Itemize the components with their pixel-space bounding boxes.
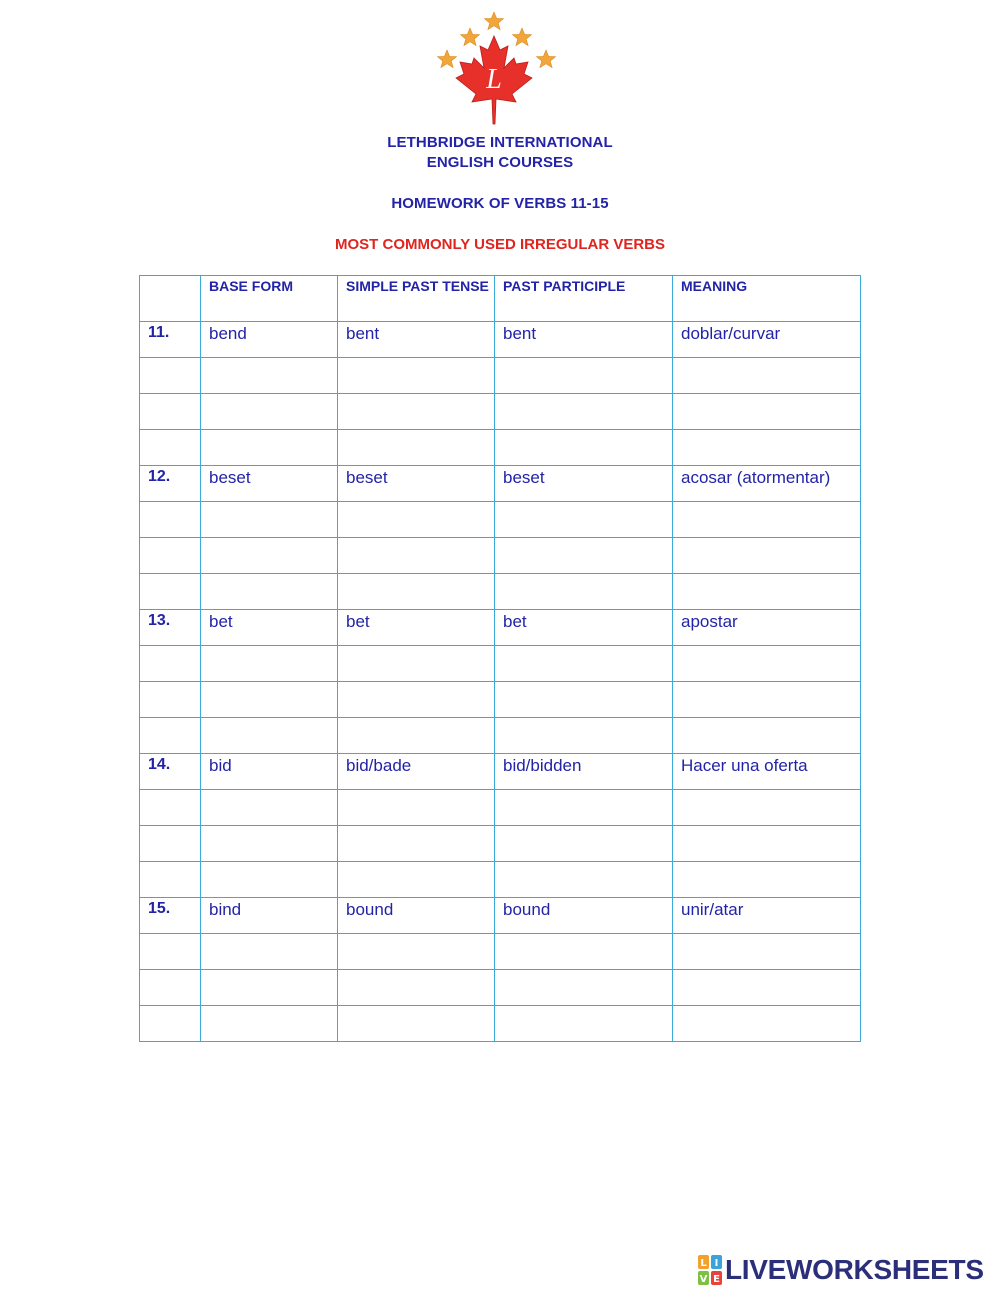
answer-cell[interactable]	[338, 358, 495, 394]
answer-row[interactable]	[140, 862, 861, 898]
answer-cell[interactable]	[201, 682, 338, 718]
verb-past: bent	[338, 322, 495, 358]
answer-row[interactable]	[140, 718, 861, 754]
answer-cell[interactable]	[495, 394, 673, 430]
answer-cell[interactable]	[201, 934, 338, 970]
answer-cell[interactable]	[338, 934, 495, 970]
header-simple-past: SIMPLE PAST TENSE	[338, 276, 495, 322]
maple-leaf-logo	[430, 8, 565, 130]
answer-cell[interactable]	[495, 934, 673, 970]
answer-cell[interactable]	[495, 430, 673, 466]
answer-cell[interactable]	[338, 682, 495, 718]
answer-cell[interactable]	[338, 826, 495, 862]
answer-cell[interactable]	[338, 430, 495, 466]
answer-cell[interactable]	[495, 358, 673, 394]
brand-name: LIVEWORKSHEETS	[725, 1254, 984, 1285]
school-name-line1: LETHBRIDGE INTERNATIONAL	[387, 134, 613, 151]
answer-cell[interactable]	[673, 358, 861, 394]
verb-row	[140, 466, 861, 502]
answer-cell[interactable]	[201, 718, 338, 754]
answer-cell[interactable]	[495, 826, 673, 862]
answer-cell[interactable]	[338, 970, 495, 1006]
answer-cell[interactable]	[673, 538, 861, 574]
answer-cell[interactable]	[495, 682, 673, 718]
verb-row	[140, 898, 861, 934]
star-icon	[537, 50, 556, 68]
answer-cell[interactable]	[338, 790, 495, 826]
star-icon	[485, 12, 504, 30]
verb-base: bet	[201, 610, 338, 646]
answer-row[interactable]	[140, 790, 861, 826]
answer-cell[interactable]	[673, 394, 861, 430]
answer-row[interactable]	[140, 430, 861, 466]
answer-row[interactable]	[140, 1006, 861, 1042]
star-icon	[438, 50, 457, 68]
answer-cell[interactable]	[338, 394, 495, 430]
answer-cell[interactable]	[495, 538, 673, 574]
verb-number: 13.	[140, 610, 201, 646]
header-base-form: BASE FORM	[201, 276, 338, 322]
verb-base: bid	[201, 754, 338, 790]
verb-past: bid/bade	[338, 754, 495, 790]
badge-letter: I	[714, 1258, 719, 1269]
badge-letter: L	[700, 1258, 707, 1269]
answer-cell[interactable]	[495, 718, 673, 754]
answer-cell[interactable]	[338, 718, 495, 754]
answer-row[interactable]	[140, 934, 861, 970]
answer-cell[interactable]	[673, 790, 861, 826]
verb-number: 15.	[140, 898, 201, 934]
answer-cell[interactable]	[201, 394, 338, 430]
verb-participle: bet	[495, 610, 673, 646]
answer-cell[interactable]	[338, 646, 495, 682]
answer-cell[interactable]	[673, 430, 861, 466]
verb-past: bet	[338, 610, 495, 646]
school-name-line2: ENGLISH COURSES	[426, 154, 574, 171]
verb-number: 14.	[140, 754, 201, 790]
verb-participle: bound	[495, 898, 673, 934]
verb-row	[140, 322, 861, 358]
answer-row[interactable]	[140, 502, 861, 538]
verb-row	[140, 610, 861, 646]
answer-cell[interactable]	[673, 934, 861, 970]
answer-cell[interactable]	[673, 718, 861, 754]
answer-cell[interactable]	[338, 538, 495, 574]
homework-title: HOMEWORK OF VERBS 11-15	[391, 195, 609, 212]
answer-cell[interactable]	[201, 538, 338, 574]
answer-row[interactable]	[140, 394, 861, 430]
answer-row[interactable]	[140, 682, 861, 718]
star-icon	[513, 28, 532, 46]
liveworksheets-badge-icon	[698, 1255, 722, 1285]
answer-cell[interactable]	[495, 646, 673, 682]
star-icon	[461, 28, 480, 46]
answer-cell[interactable]	[673, 970, 861, 1006]
verb-past: beset	[338, 466, 495, 502]
header-number	[140, 276, 201, 322]
answer-cell[interactable]	[495, 574, 673, 610]
answer-cell[interactable]	[201, 790, 338, 826]
answer-cell[interactable]	[201, 826, 338, 862]
verb-participle: bid/bidden	[495, 754, 673, 790]
answer-cell[interactable]	[338, 862, 495, 898]
verb-meaning: acosar (atormentar)	[673, 466, 861, 502]
answer-cell[interactable]	[673, 682, 861, 718]
answer-cell[interactable]	[201, 502, 338, 538]
answer-cell[interactable]	[201, 862, 338, 898]
verb-number: 12.	[140, 466, 201, 502]
verb-base: bend	[201, 322, 338, 358]
verb-participle: beset	[495, 466, 673, 502]
verb-participle: bent	[495, 322, 673, 358]
answer-cell[interactable]	[495, 1006, 673, 1042]
answer-cell[interactable]	[338, 1006, 495, 1042]
verbs-table	[139, 275, 861, 1042]
verb-base: beset	[201, 466, 338, 502]
answer-cell[interactable]	[338, 574, 495, 610]
verb-base: bind	[201, 898, 338, 934]
verb-meaning: unir/atar	[673, 898, 861, 934]
logo-letter: L	[486, 64, 502, 95]
header-meaning: MEANING	[673, 276, 861, 322]
answer-cell[interactable]	[673, 574, 861, 610]
header-past-participle: PAST PARTICIPLE	[495, 276, 673, 322]
answer-cell[interactable]	[201, 430, 338, 466]
answer-cell[interactable]	[495, 970, 673, 1006]
answer-row[interactable]	[140, 538, 861, 574]
answer-cell[interactable]	[201, 574, 338, 610]
subtitle: MOST COMMONLY USED IRREGULAR VERBS	[334, 236, 666, 253]
table-header-row	[140, 276, 861, 322]
badge-letter: E	[713, 1274, 720, 1285]
answer-cell[interactable]	[338, 502, 495, 538]
answer-row[interactable]	[140, 646, 861, 682]
answer-cell[interactable]	[201, 646, 338, 682]
verb-row	[140, 754, 861, 790]
answer-cell[interactable]	[495, 862, 673, 898]
answer-cell[interactable]	[673, 826, 861, 862]
answer-cell[interactable]	[495, 502, 673, 538]
answer-cell[interactable]	[495, 790, 673, 826]
verb-meaning: doblar/curvar	[673, 322, 861, 358]
answer-cell[interactable]	[201, 1006, 338, 1042]
answer-cell[interactable]	[201, 358, 338, 394]
answer-row[interactable]	[140, 970, 861, 1006]
answer-cell[interactable]	[201, 970, 338, 1006]
answer-cell[interactable]	[673, 502, 861, 538]
answer-row[interactable]	[140, 826, 861, 862]
answer-cell[interactable]	[673, 646, 861, 682]
verb-meaning: apostar	[673, 610, 861, 646]
answer-row[interactable]	[140, 574, 861, 610]
verb-meaning: Hacer una oferta	[673, 754, 861, 790]
answer-cell[interactable]	[673, 1006, 861, 1042]
answer-row[interactable]	[140, 358, 861, 394]
badge-letter: V	[699, 1274, 708, 1285]
verb-number: 11.	[140, 322, 201, 358]
answer-cell[interactable]	[673, 862, 861, 898]
verb-past: bound	[338, 898, 495, 934]
liveworksheets-brand[interactable]	[698, 1253, 984, 1287]
